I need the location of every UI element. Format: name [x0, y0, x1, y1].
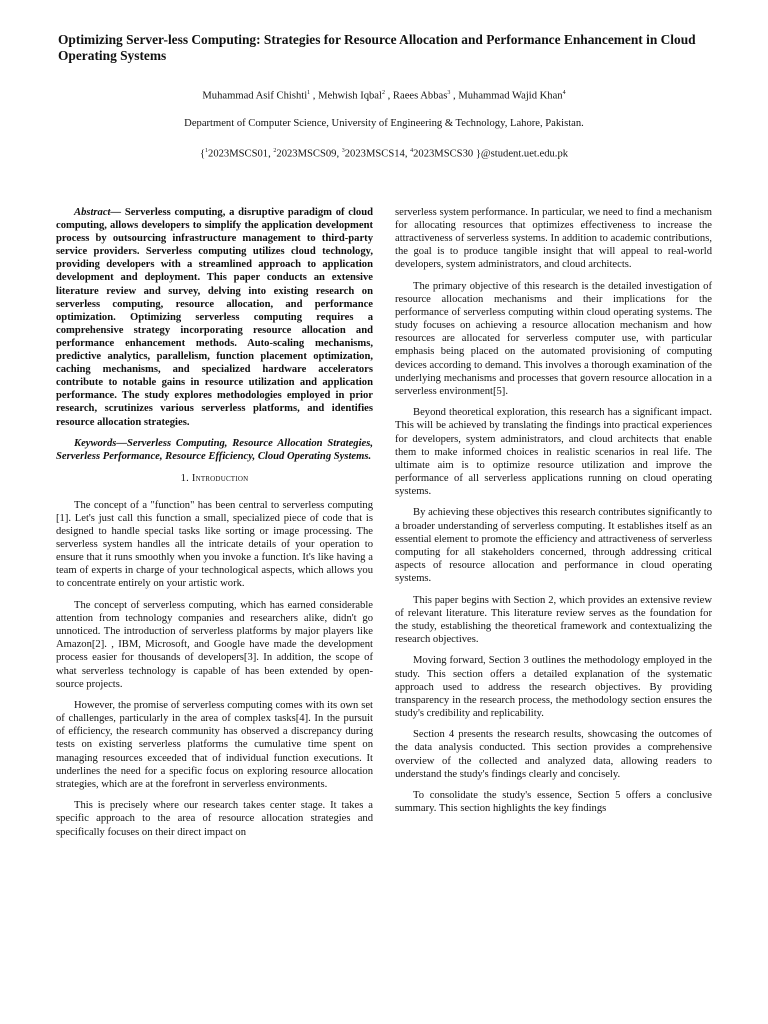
email-domain: }@student.uet.edu.pk: [475, 148, 569, 160]
email-separator: ,: [336, 148, 342, 160]
right-column: [395, 206, 712, 824]
body-paragraph: The concept of serverless computing, which has earned considerable attention from technology companies and researchers alike, didn't go unnoticed. The introduction of serverless platforms by major players like Amazon[2]. , IBM, Microsoft, and Google have made the development process easier for thousands of developers[3]. In addition, the scope of what serverless technology is capable of has been extended by open-source projects.: [56, 600, 373, 690]
keywords: Keywords—Serverless Computing, Resource Allocation Strategies, Serverless Performance, Resource Efficiency, Cloud Operating Systems.: [56, 438, 373, 463]
paper-title: Optimizing Server-less Computing: Strategies for Resource Allocation and Performance Enhancement in Cloud Operating Systems: [58, 32, 696, 63]
email-id: 2023MSCS09: [276, 148, 337, 160]
author-separator: ,: [384, 90, 393, 102]
author-name: Raees Abbas: [392, 90, 448, 102]
body-paragraph: By achieving these objectives this research contributes significantly to a broader understanding of serverless computing. It establishes itself as an essential element to promote the efficiency and attractiveness of serverless computing for all stakeholders concerned, through addressing critical aspects of resource allocation and performance in cloud operating systems.: [395, 507, 712, 584]
body-paragraph: The primary objective of this research is the detailed investigation of resource allocation mechanisms and their implications for the performance of serverless computing within cloud operating systems. The study focuses on achieving a resource allocation mechanism and how resources are allocated for serverless computer use, with particular emphasis being placed on the automated provisioning of computing devices according to demand. This involves a thorough examination of the underlying mechanisms and processes that govern resource allocation in a serverless environment[5].: [395, 280, 712, 397]
body-paragraph: This paper begins with Section 2, which provides an extensive review of relevant literature. This literature review serves as the foundation for the study, establishing the theoretical framework and contextualizing the research objectives.: [395, 594, 712, 645]
email-brace-open: {: [199, 148, 206, 160]
email-id: 2023MSCS01: [208, 148, 269, 160]
email-mark: 1: [205, 148, 209, 154]
body-paragraph: Moving forward, Section 3 outlines the methodology employed in the study. This section offers a detailed explanation of the systematic approach used to address the research objectives. By providing transparency in the research process, the methodology section ensures the study's credibility and replicability.: [395, 655, 712, 719]
abstract: [56, 206, 373, 429]
author-list: [0, 90, 768, 102]
author-affiliation-mark: 1: [307, 90, 311, 96]
email-mark: 4: [410, 148, 414, 154]
email-id: 2023MSCS14: [344, 148, 405, 160]
section-heading-introduction: 1. Introduction: [180, 472, 249, 484]
affiliation: Department of Computer Science, University of Engineering & Technology, Lahore, Pakistan.: [184, 118, 584, 129]
author-affiliation-mark: 4: [562, 90, 566, 96]
body-paragraph-continued: serverless system performance. In particular, we need to find a mechanism for allocating resources that optimizes effectiveness to increase the attractiveness of serverless systems. In addition to academic contributions, the goal is to produce tangible insight that will appeal to real-world developers, system administrators, and cloud architects.: [395, 207, 712, 271]
author-separator: ,: [450, 90, 459, 102]
body-paragraph: However, the promise of serverless computing comes with its own set of challenges, particularly in the area of complex tasks[4]. In the pursuit of efficiency, the research community has observed a discrepancy during tests on existing serverless platforms the cumulative time spent on managing resources exceeded that of individual function executions. It underlines the need for a specific focus on exploring resource allocation strategies, which are at the forefront in serverless environments.: [56, 700, 373, 790]
email-separator: ,: [268, 148, 274, 160]
abstract-text: Serverless computing, a disruptive paradigm of cloud computing, allows developers to simplify the application development process by outsourcing infrastructure management to third-party service providers. Serverless computing utilizes cloud technology, providing developers with a streamlined approach to application development and deployment. This paper conducts an extensive literature review and survey, delving into existing research on serverless computing, resource allocation, and performance optimization. Optimizing serverless computing requires a comprehensive strategy incorporating resource allocation and performance enhancement methods. Auto-scaling mechanisms, predictive analytics, parallelism, function placement optimization, caching mechanisms, and specialized hardware accelerators contribute to notable gains in resource utilization and application performance. The study explores methodologies employed in prior research, scrutinizes various serverless platforms, and identifies resource allocation strategies.: [56, 207, 373, 428]
email-id: 2023MSCS30: [413, 148, 474, 160]
author-separator: ,: [310, 90, 319, 102]
author-emails: [0, 148, 768, 160]
left-column: [56, 206, 373, 847]
body-paragraph: Beyond theoretical exploration, this research has a significant impact. This will be achieved by translating the findings into practical experiences for developers, system administrators, and cloud architects that enable them to make informed choices in realistic scenarios in real life. The ultimate aim is to optimize resource utilization and improve the performance of all serverless applications running on cloud operating systems.: [395, 407, 712, 497]
email-separator: ,: [404, 148, 411, 160]
body-paragraph: This is precisely where our research takes center stage. It takes a specific approach to the area of resource allocation strategies and specifically focuses on their direct impact on: [56, 800, 373, 838]
author-affiliation-mark: 3: [447, 90, 451, 96]
body-paragraph: The concept of a "function" has been central to serverless computing [1]. Let's just call this function a small, specialized piece of code that is designed to handle special tasks like sorting or image processing. The serverless system handles all the intricate details of your operation to ensure that it runs smoothly when you invoke a function. It's like having a team of experts in charge of your technological aspects, which allows you to concentrate entirely on your artistic work.: [56, 499, 373, 590]
email-mark: 2: [273, 148, 277, 154]
author-name: Muhammad Asif Chishti: [202, 90, 308, 102]
author-affiliation-mark: 2: [381, 90, 385, 96]
body-paragraph: Section 4 presents the research results, showcasing the outcomes of the data analysis conducted. This section provides a comprehensive overview of the collected and analyzed data, allowing readers to understand the study's findings clearly and concisely.: [395, 729, 712, 780]
body-paragraph: To consolidate the study's essence, Section 5 offers a conclusive summary. This section highlights the key findings: [395, 790, 712, 815]
email-mark: 3: [341, 148, 345, 154]
author-name: Mehwish Iqbal: [318, 90, 382, 102]
author-name: Muhammad Wajid Khan: [458, 90, 563, 102]
abstract-label: Abstract—: [74, 207, 122, 218]
